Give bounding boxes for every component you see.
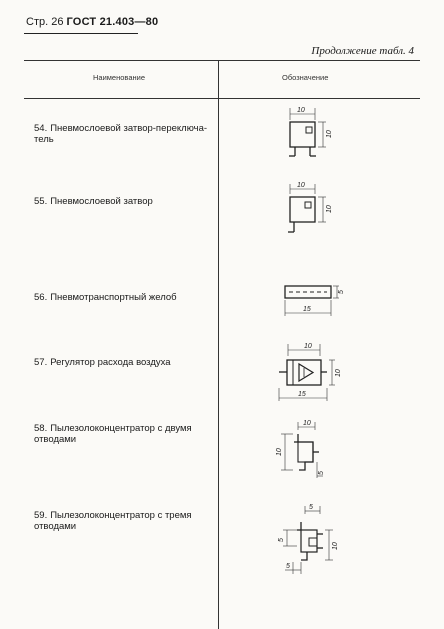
dim-label: 10 — [276, 448, 283, 456]
pneumo-shutter-switch-icon — [219, 104, 419, 166]
column-header-symbol: Обозначение — [282, 73, 329, 82]
column-header-name: Наименование — [93, 73, 145, 82]
page-number: Стр. 26 — [26, 16, 64, 28]
row-number: 56. — [34, 292, 48, 303]
row-name: Пневмослоевой затвор — [50, 196, 153, 207]
row-name: Пылезолоконцентратор с тремя отводами — [34, 510, 192, 532]
dim-label: 10 — [304, 343, 312, 350]
table-row-54 — [34, 123, 210, 145]
table-header-border — [24, 98, 420, 99]
dim-label: 5 — [309, 504, 313, 511]
dust-concentrator-three-outlets-icon — [219, 502, 419, 578]
dim-label: 5 — [278, 538, 285, 542]
row-number: 58. — [34, 423, 48, 434]
dim-label: 5 — [286, 563, 290, 570]
dim-label: 15 — [298, 391, 306, 398]
table-row-56 — [34, 292, 210, 303]
row-name: Пневмотранспортный желоб — [50, 292, 177, 303]
row-number: 57. — [34, 357, 48, 368]
row-name: Пылезолоконцентратор с двумя отводами — [34, 423, 192, 445]
table-continuation-label: Продолжение табл. 4 — [311, 45, 414, 57]
row-number: 55. — [34, 196, 48, 207]
row-number: 54. — [34, 123, 48, 134]
dim-label: 10 — [335, 369, 342, 377]
page-header — [26, 16, 158, 28]
pneumo-shutter-icon — [219, 180, 419, 240]
dim-label: 10 — [332, 542, 339, 550]
air-flow-regulator-icon — [219, 338, 419, 404]
dust-concentrator-two-outlets-icon — [219, 418, 419, 484]
row-name: Пневмослоевой затвор-переключа-тель — [34, 123, 208, 145]
dim-label: 10 — [326, 205, 333, 213]
header-rule — [24, 33, 138, 34]
dim-label: 10 — [297, 107, 305, 114]
pneumo-chute-icon — [219, 280, 419, 320]
table-top-border — [24, 60, 420, 61]
row-name: Регулятор расхода воздуха — [50, 357, 171, 368]
table-row-58 — [34, 423, 210, 445]
dim-label: 5 — [318, 471, 325, 475]
row-number: 59. — [34, 510, 48, 521]
dim-label: 10 — [297, 182, 305, 189]
dim-label: 10 — [303, 420, 311, 427]
standard-code: ГОСТ 21.403—80 — [66, 16, 159, 28]
dim-label: 5 — [338, 290, 345, 294]
table-row-55 — [34, 196, 210, 207]
table-row-59 — [34, 510, 210, 532]
dim-label: 10 — [326, 130, 333, 138]
table-row-57 — [34, 357, 210, 368]
dim-label: 15 — [303, 306, 311, 313]
